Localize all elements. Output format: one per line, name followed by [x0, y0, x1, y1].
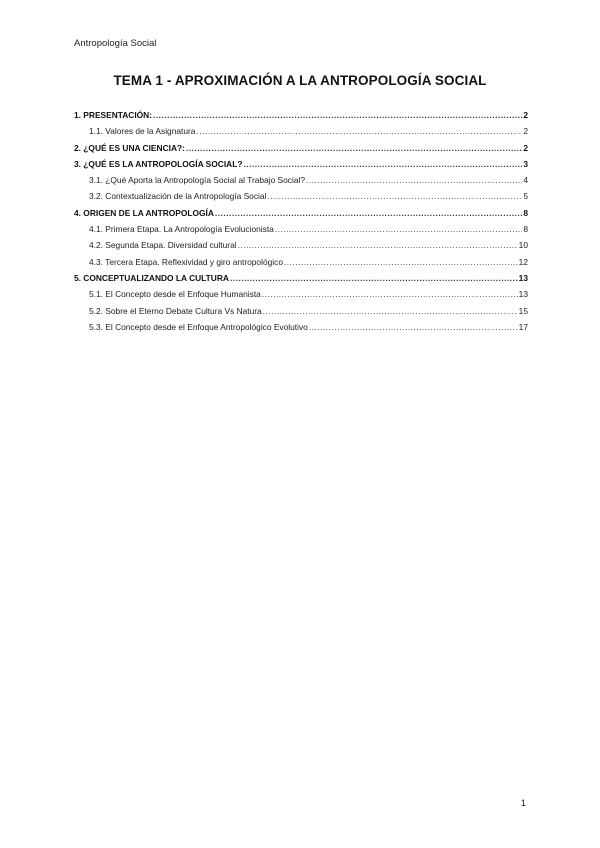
document-title: TEMA 1 - APROXIMACIÓN A LA ANTROPOLOGÍA SOCIAL	[113, 73, 487, 88]
toc-entry-primera-etapa[interactable]	[74, 224, 528, 240]
toc-dot-leader	[263, 306, 518, 316]
toc-entry-page: 15	[518, 305, 528, 316]
toc-dot-leader	[153, 110, 522, 120]
page-number: 1	[520, 798, 526, 809]
toc-entry-tercera-etapa[interactable]	[74, 257, 528, 273]
toc-entry-aporta-trabajo-social[interactable]	[74, 175, 528, 191]
toc-entry-origen-antropologia[interactable]	[74, 208, 528, 224]
toc-entry-page: 4	[523, 175, 528, 186]
toc-entry-page: 8	[523, 207, 528, 218]
toc-dot-leader	[238, 240, 518, 250]
toc-entry-label: 5.2. Sobre el Eterno Debate Cultura Vs Natura	[89, 305, 262, 316]
toc-dot-leader	[230, 273, 518, 283]
toc-dot-leader	[243, 159, 522, 169]
toc-entry-label: 4.1. Primera Etapa. La Antropología Evolucionista	[89, 224, 274, 235]
toc-entry-label: 4.3. Tercera Etapa. Reflexividad y giro antropológico	[89, 256, 283, 267]
toc-dot-leader	[196, 126, 522, 136]
toc-entry-page: 17	[518, 321, 528, 332]
toc-entry-page: 5	[523, 191, 528, 202]
toc-dot-leader	[267, 191, 522, 201]
toc-dot-leader	[262, 289, 518, 299]
toc-entry-page: 12	[518, 256, 528, 267]
toc-entry-label: 4. ORIGEN DE LA ANTROPOLOGÍA	[74, 207, 214, 218]
toc-entry-que-es-ciencia[interactable]	[74, 143, 528, 159]
toc-entry-label: 4.2. Segunda Etapa. Diversidad cultural	[89, 240, 237, 251]
toc-dot-leader	[215, 208, 522, 218]
toc-entry-label: 5.3. El Concepto desde el Enfoque Antropológico Evolutivo	[89, 321, 308, 332]
toc-entry-label: 1.1. Valores de la Asignatura	[89, 126, 196, 137]
toc-entry-page: 2	[523, 110, 528, 120]
toc-entry-conceptualizando-cultura[interactable]	[74, 273, 528, 289]
toc-entry-page: 2	[523, 126, 528, 137]
toc-entry-page: 8	[523, 224, 528, 235]
toc-entry-label: 5. CONCEPTUALIZANDO LA CULTURA	[74, 272, 229, 283]
toc-entry-que-es-antropologia-social[interactable]	[74, 159, 528, 175]
toc-dot-leader	[309, 322, 518, 332]
toc-entry-page: 13	[518, 289, 528, 300]
toc-entry-page: 3	[523, 158, 528, 169]
toc-entry-page: 2	[523, 142, 528, 153]
toc-dot-leader	[275, 224, 523, 234]
toc-entry-label: 2. ¿QUÉ ES UNA CIENCIA?:	[74, 142, 185, 153]
toc-entry-page: 10	[518, 240, 528, 251]
running-header: Antropología Social	[74, 38, 157, 49]
toc-entry-label: 3.1. ¿Qué Aporta la Antropología Social al Trabajo Social?	[89, 175, 306, 186]
toc-entry-cultura-vs-natura[interactable]	[74, 306, 528, 322]
toc-dot-leader	[186, 143, 522, 153]
toc-dot-leader	[306, 175, 522, 185]
toc-entry-label: 3.2. Contextualización de la Antropología Social	[89, 191, 267, 202]
table-of-contents	[74, 110, 528, 338]
toc-entry-segunda-etapa[interactable]	[74, 240, 528, 256]
toc-entry-enfoque-evolutivo[interactable]	[74, 322, 528, 338]
toc-entry-label: 3. ¿QUÉ ES LA ANTROPOLOGÍA SOCIAL?	[74, 158, 243, 169]
toc-entry-contextualizacion[interactable]	[74, 191, 528, 207]
toc-entry-label: 1. PRESENTACIÓN:	[74, 110, 153, 120]
toc-dot-leader	[284, 257, 518, 267]
toc-entry-page: 13	[518, 272, 528, 283]
toc-entry-valores-asignatura[interactable]	[74, 126, 528, 142]
toc-entry-enfoque-humanista[interactable]	[74, 289, 528, 305]
toc-entry-label: 5.1. El Concepto desde el Enfoque Humanista	[89, 289, 261, 300]
toc-entry-presentacion[interactable]	[74, 110, 528, 126]
